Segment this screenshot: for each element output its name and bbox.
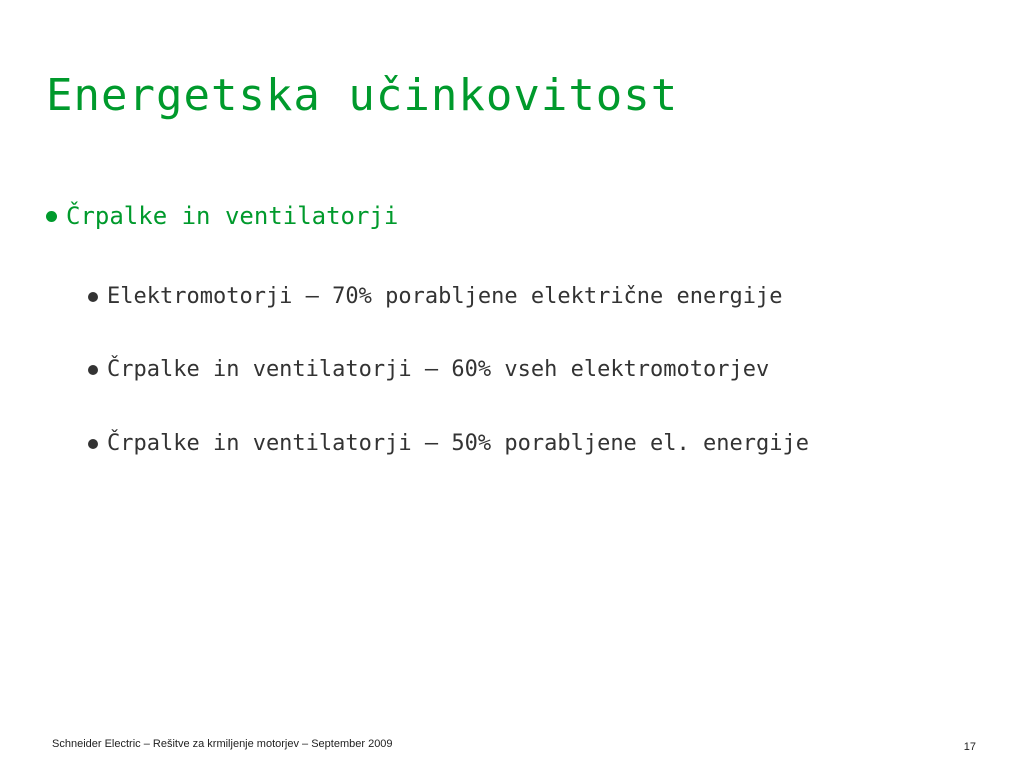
bullet-level2-text: Elektromotorji – 70% porabljene električne energije (107, 284, 783, 309)
bullet-dot-icon (46, 211, 57, 222)
slide-title: Energetska učinkovitost (46, 70, 679, 121)
bullet-level1-text: Črpalke in ventilatorji (66, 202, 399, 230)
bullet-level1 (46, 202, 398, 230)
bullet-dot-icon (88, 439, 98, 449)
footer-text: Schneider Electric – Rešitve za krmiljenje motorjev – September 2009 (52, 738, 393, 750)
bullet-level2-item (88, 284, 783, 309)
bullet-level2-item (88, 357, 769, 382)
bullet-level2-text: Črpalke in ventilatorji – 60% vseh elektromotorjev (107, 357, 770, 382)
bullet-level2-text: Črpalke in ventilatorji – 50% porabljene el. energije (107, 431, 809, 456)
bullet-dot-icon (88, 292, 98, 302)
bullet-level2-item (88, 431, 809, 456)
page-number: 17 (963, 741, 976, 753)
bullet-dot-icon (88, 365, 98, 375)
